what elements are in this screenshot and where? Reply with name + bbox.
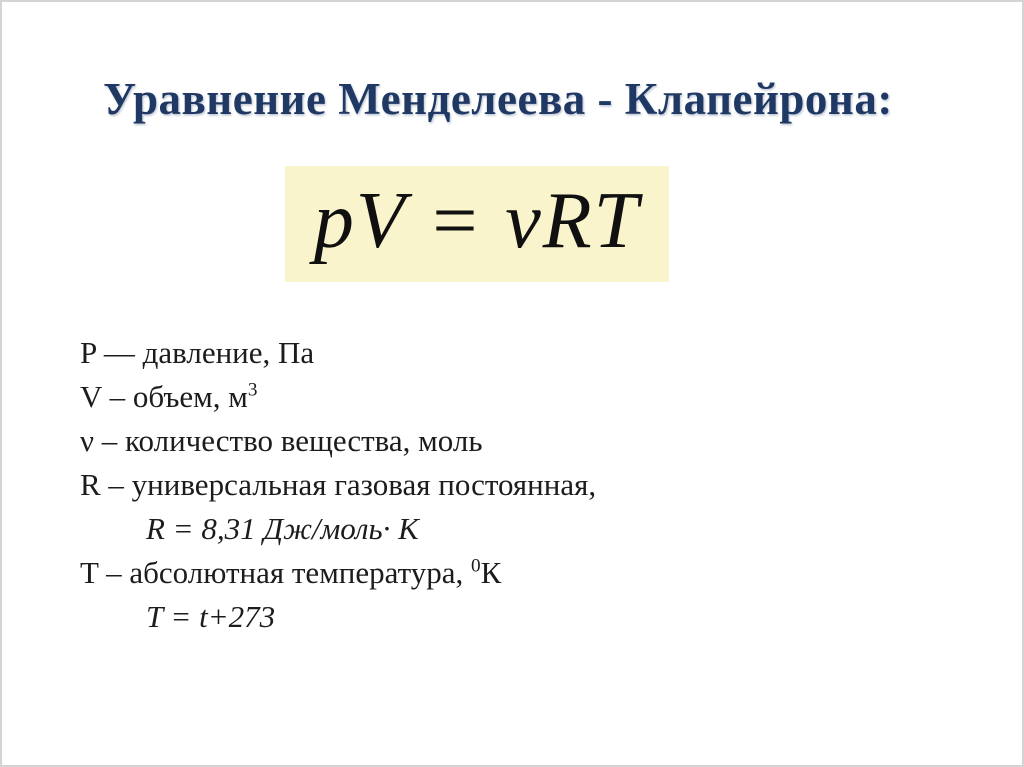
superscript-text: 0: [471, 555, 481, 577]
definition-text: T – абсолютная температура,: [80, 555, 472, 590]
definition-text: R – универсальная газовая постоянная,: [80, 467, 597, 502]
definition-text: V – объем, м: [80, 379, 248, 414]
superscript-text: 3: [247, 379, 258, 401]
definition-text: R = 8,31 Дж/моль· К: [146, 511, 419, 546]
definition-line: [80, 463, 596, 507]
formula-highlight-box: [285, 166, 669, 282]
formula-text: pV = νRT: [313, 177, 641, 265]
definition-line: [80, 419, 596, 463]
definition-text: К: [480, 555, 502, 590]
definition-line: [80, 507, 596, 551]
definition-line: [80, 595, 596, 639]
definition-line: [80, 331, 596, 375]
definition-line: [80, 551, 596, 595]
definition-text: T = t+273: [146, 599, 276, 634]
definition-text: P — давление, Па: [80, 335, 315, 370]
definition-line: [80, 375, 596, 419]
slide-title: Уравнение Менделеева - Клапейрона:: [103, 74, 893, 124]
definition-text: ν – количество вещества, моль: [80, 423, 483, 458]
definitions-list: [80, 331, 596, 639]
